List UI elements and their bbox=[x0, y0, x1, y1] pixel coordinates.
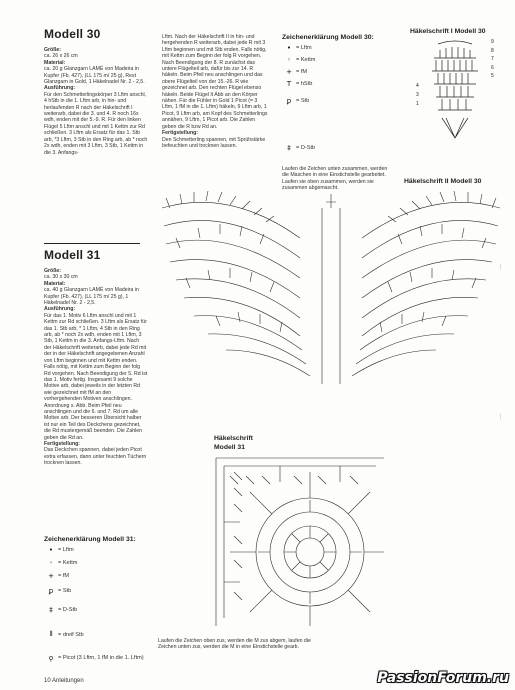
modell30-title: Modell 30 bbox=[44, 27, 101, 41]
ausfuehrung-value: Für den Schmetterlingskörper 3 Lftm anschl, 4 hStb in die 1. Lftm arb, in hin- und herlaufenden R nach der Häkelschrift I weiterarb, dabei die 3. und 4. R noch 16x wdh, enden mit der 5.-9. R. Für den linken Flügel 5 Lftm anschl und mit 1 Kettm zur Rd schließen. 3 Lftm als Ersatz für das 1. Stb arb, *3 Lftm, 3 Stb in den Ring arb, ab * noch 2x wdh, enden mit 3 Lftm, 3 Stb, 1 Kettm in die 3. Anfangs- bbox=[44, 91, 148, 156]
watermark: PassionForum.ru bbox=[377, 670, 509, 686]
legend30-item-hstb: T = hStb bbox=[282, 80, 312, 88]
legend30-note: Laufen die Zeichen unten zusammen, werden die Maschen in eine Einstichstelle gearbeitet. Laufen sie oben zusammen, werden sie zusammen abgemascht. bbox=[282, 166, 388, 192]
double-crochet-icon: ꝑ bbox=[286, 97, 292, 105]
chart30-title1: Häkelschrift I Modell 30 bbox=[410, 28, 486, 35]
modell31-title: Modell 31 bbox=[44, 248, 101, 262]
legend30-title: Zeichenerklärung Modell 30: bbox=[282, 34, 374, 41]
chart31-note: Laufen die Zeichen oben zus, werden die M zus abgem, laufen die Zeichen unten zus, werden die M in eine Einstichstelle gearb. bbox=[158, 638, 311, 651]
picot-icon: ǫ bbox=[48, 654, 54, 662]
legend30-item-fm: + = fM bbox=[282, 68, 307, 76]
slip-stitch-icon: ◦ bbox=[286, 56, 292, 64]
legend30-item-stb: ꝑ = Stb bbox=[282, 97, 309, 105]
double-crochet-icon: ꝑ bbox=[48, 587, 54, 595]
legend31-item-lftm: • = Lftm bbox=[44, 546, 74, 554]
fertig-label: Fertigstellung: bbox=[162, 130, 199, 137]
modell30-text-col2 bbox=[162, 34, 270, 149]
ausfuehrung31-label: Ausführung: bbox=[44, 306, 76, 313]
ausfuehrung-label: Ausführung: bbox=[44, 85, 76, 92]
legend31-item-dreifstb: ⦀ = dreif Stb bbox=[44, 630, 84, 639]
single-crochet-icon: + bbox=[286, 68, 292, 76]
page-number: 10 bbox=[44, 678, 51, 684]
groesse31-value: ca. 30 x 30 cm bbox=[44, 274, 78, 281]
modell30-text bbox=[44, 47, 148, 156]
treble-crochet-icon: ‡ bbox=[49, 606, 53, 614]
margin-mark: | bbox=[500, 264, 502, 270]
margin-mark: | bbox=[500, 414, 502, 420]
legend31-item-fm: + = fM bbox=[44, 572, 69, 580]
material31-label: Material: bbox=[44, 280, 66, 287]
legend30-item-kettm: ◦ = Kettm bbox=[282, 56, 315, 64]
page-section-label: Anleitungen bbox=[52, 678, 84, 684]
legend31-item-picot: ǫ = Picot (3 Lftm, 1 fM in die 1. Lftm) bbox=[44, 654, 144, 662]
ausfuehrung31-value: Für das 1. Motiv 6 Lftm anschl und mit 1 Kettm zur Rd schließen. 3 Lftm als Ersatz für das 1. Stb arb, * 1 Lftm, 4 Stb in den Ring arb, ab * noch 2x wdh, enden mit 1 Lftm, 3 Stb, 1 Kettm in die 3. Anfangs-Lftm. Nach der Häkelschrift weiterarb, dabei jede Rd mit der in der Häkelschrift angegebenen Anzahl von Lftm beginnen und mit Kettm enden. Falls nötig, mit Kettm zum Beginn der folg Rd vorgehen. Nach Beendigung der 5. Rd ist das 1. Motiv fertig. Insgesamt 9 solche Motive arb, dabei jeweils in der letzten Rd wie gezeichnet mit fM an den vorhergehenden Motiven anschlingen. Anordnung s. Abb. Beim Pfeil neu anschlingen und die 6. und 7. Rd um alle Motive arb. Der besseren Übersicht halber ist nur ein Teil des Deckchens gezeichnet, die Rd mustergemäß beenden. Die Zahlen geben die Rd an. bbox=[44, 312, 148, 441]
legend31-item-kettm: ◦ = Kettm bbox=[44, 559, 77, 567]
chart30-diagram1 bbox=[420, 38, 490, 150]
butterfly-wing-chart bbox=[150, 188, 512, 388]
slip-stitch-icon: ◦ bbox=[48, 559, 54, 567]
fertig31-label: Fertigstellung: bbox=[44, 440, 81, 447]
modell31-text bbox=[44, 268, 148, 467]
half-double-icon: T bbox=[286, 80, 292, 88]
section-divider bbox=[44, 243, 140, 244]
chain-icon: • bbox=[286, 44, 292, 52]
col2-text: Lftm. Nach der Häkelschrift II in hin- und hergehenden R weiterarb, dabei jede R mit 3 Lftm beginnen und mit Stb enden. Falls nötig, mit Kettm zum Beginn der folg R vorgehen. Nach Beendigung der 8. R zunächst das untere Flügelteil arb, dafür bis zur 14. R häkeln. Beim Pfeil neu anschlingen und das obere Flügelteil von der 15.-26. R wie gezeichnet arb. Den rechten Flügel ebenso häkeln. Beide Flügel lt Abb an den Körper nähen. Für die Fühler in Gold 1 Picot (= 3 Lftm, 1 fM in die 1. Lftm) häkeln, 9 Lftm arb, 1 Picot, 9 Lftm arb, am Kopf des Schmetterlings annähen, 9 Lftm, 1 Picot arb. Die Zahlen geben die R bzw Rd an. bbox=[162, 34, 268, 130]
doily-chart bbox=[210, 452, 390, 632]
page-footer bbox=[44, 678, 84, 684]
single-crochet-icon: + bbox=[48, 572, 54, 580]
material31-value: ca. 40 g Glanzgarn LAMÉ von Madeira in Kupfer (Fb. 427), (LL 175 m/ 25 g), 1 Häkelnadel Nr. 2 - 2,5. bbox=[44, 287, 139, 307]
legend30-item-lftm: • = Lftm bbox=[282, 44, 312, 52]
chart30-row-numbers: 9 8 7 6 5 bbox=[491, 39, 494, 79]
material-value: ca. 20 g Glanzgarn LAMÉ von Madeira in Kupfer (Fb. 427), (LL 175 m/ 25 g), Rest Glanzgarn in Gold, 1 Häkelnadel Nr. 2 - 2,5. bbox=[44, 66, 145, 86]
chart30-row-numbers-left: 4 3 1 bbox=[416, 83, 419, 107]
triple-treble-icon: ⦀ bbox=[49, 630, 53, 638]
chart31-title: Häkelschrift Modell 31 bbox=[214, 435, 253, 451]
legend31-item-stb: ꝑ = Stb bbox=[44, 587, 71, 595]
fertig-value: Den Schmetterling spannen, mit Sprühstärke befeuchten und trocknen lassen. bbox=[162, 136, 266, 149]
chain-icon: • bbox=[48, 546, 54, 554]
material-label: Material: bbox=[44, 59, 66, 66]
groesse-label: Größe: bbox=[44, 47, 62, 53]
groesse31-label: Größe: bbox=[44, 268, 62, 274]
chart30-title2: Häkelschrift II Modell 30 bbox=[404, 178, 482, 185]
treble-crochet-icon: ‡ bbox=[287, 144, 291, 152]
legend31-item-dstb: ‡ = D-Stb bbox=[44, 606, 77, 614]
legend30-item-dstb: ‡ = D-Stb bbox=[282, 144, 315, 152]
legend31-title: Zeichenerklärung Modell 31: bbox=[44, 536, 136, 543]
groesse-value: ca. 26 x 26 cm bbox=[44, 53, 78, 60]
fertig31-value: Das Deckchen spannen, dabei jeden Picot extra erfassen, dann unter feuchten Tüchern trocknen lassen. bbox=[44, 447, 147, 467]
